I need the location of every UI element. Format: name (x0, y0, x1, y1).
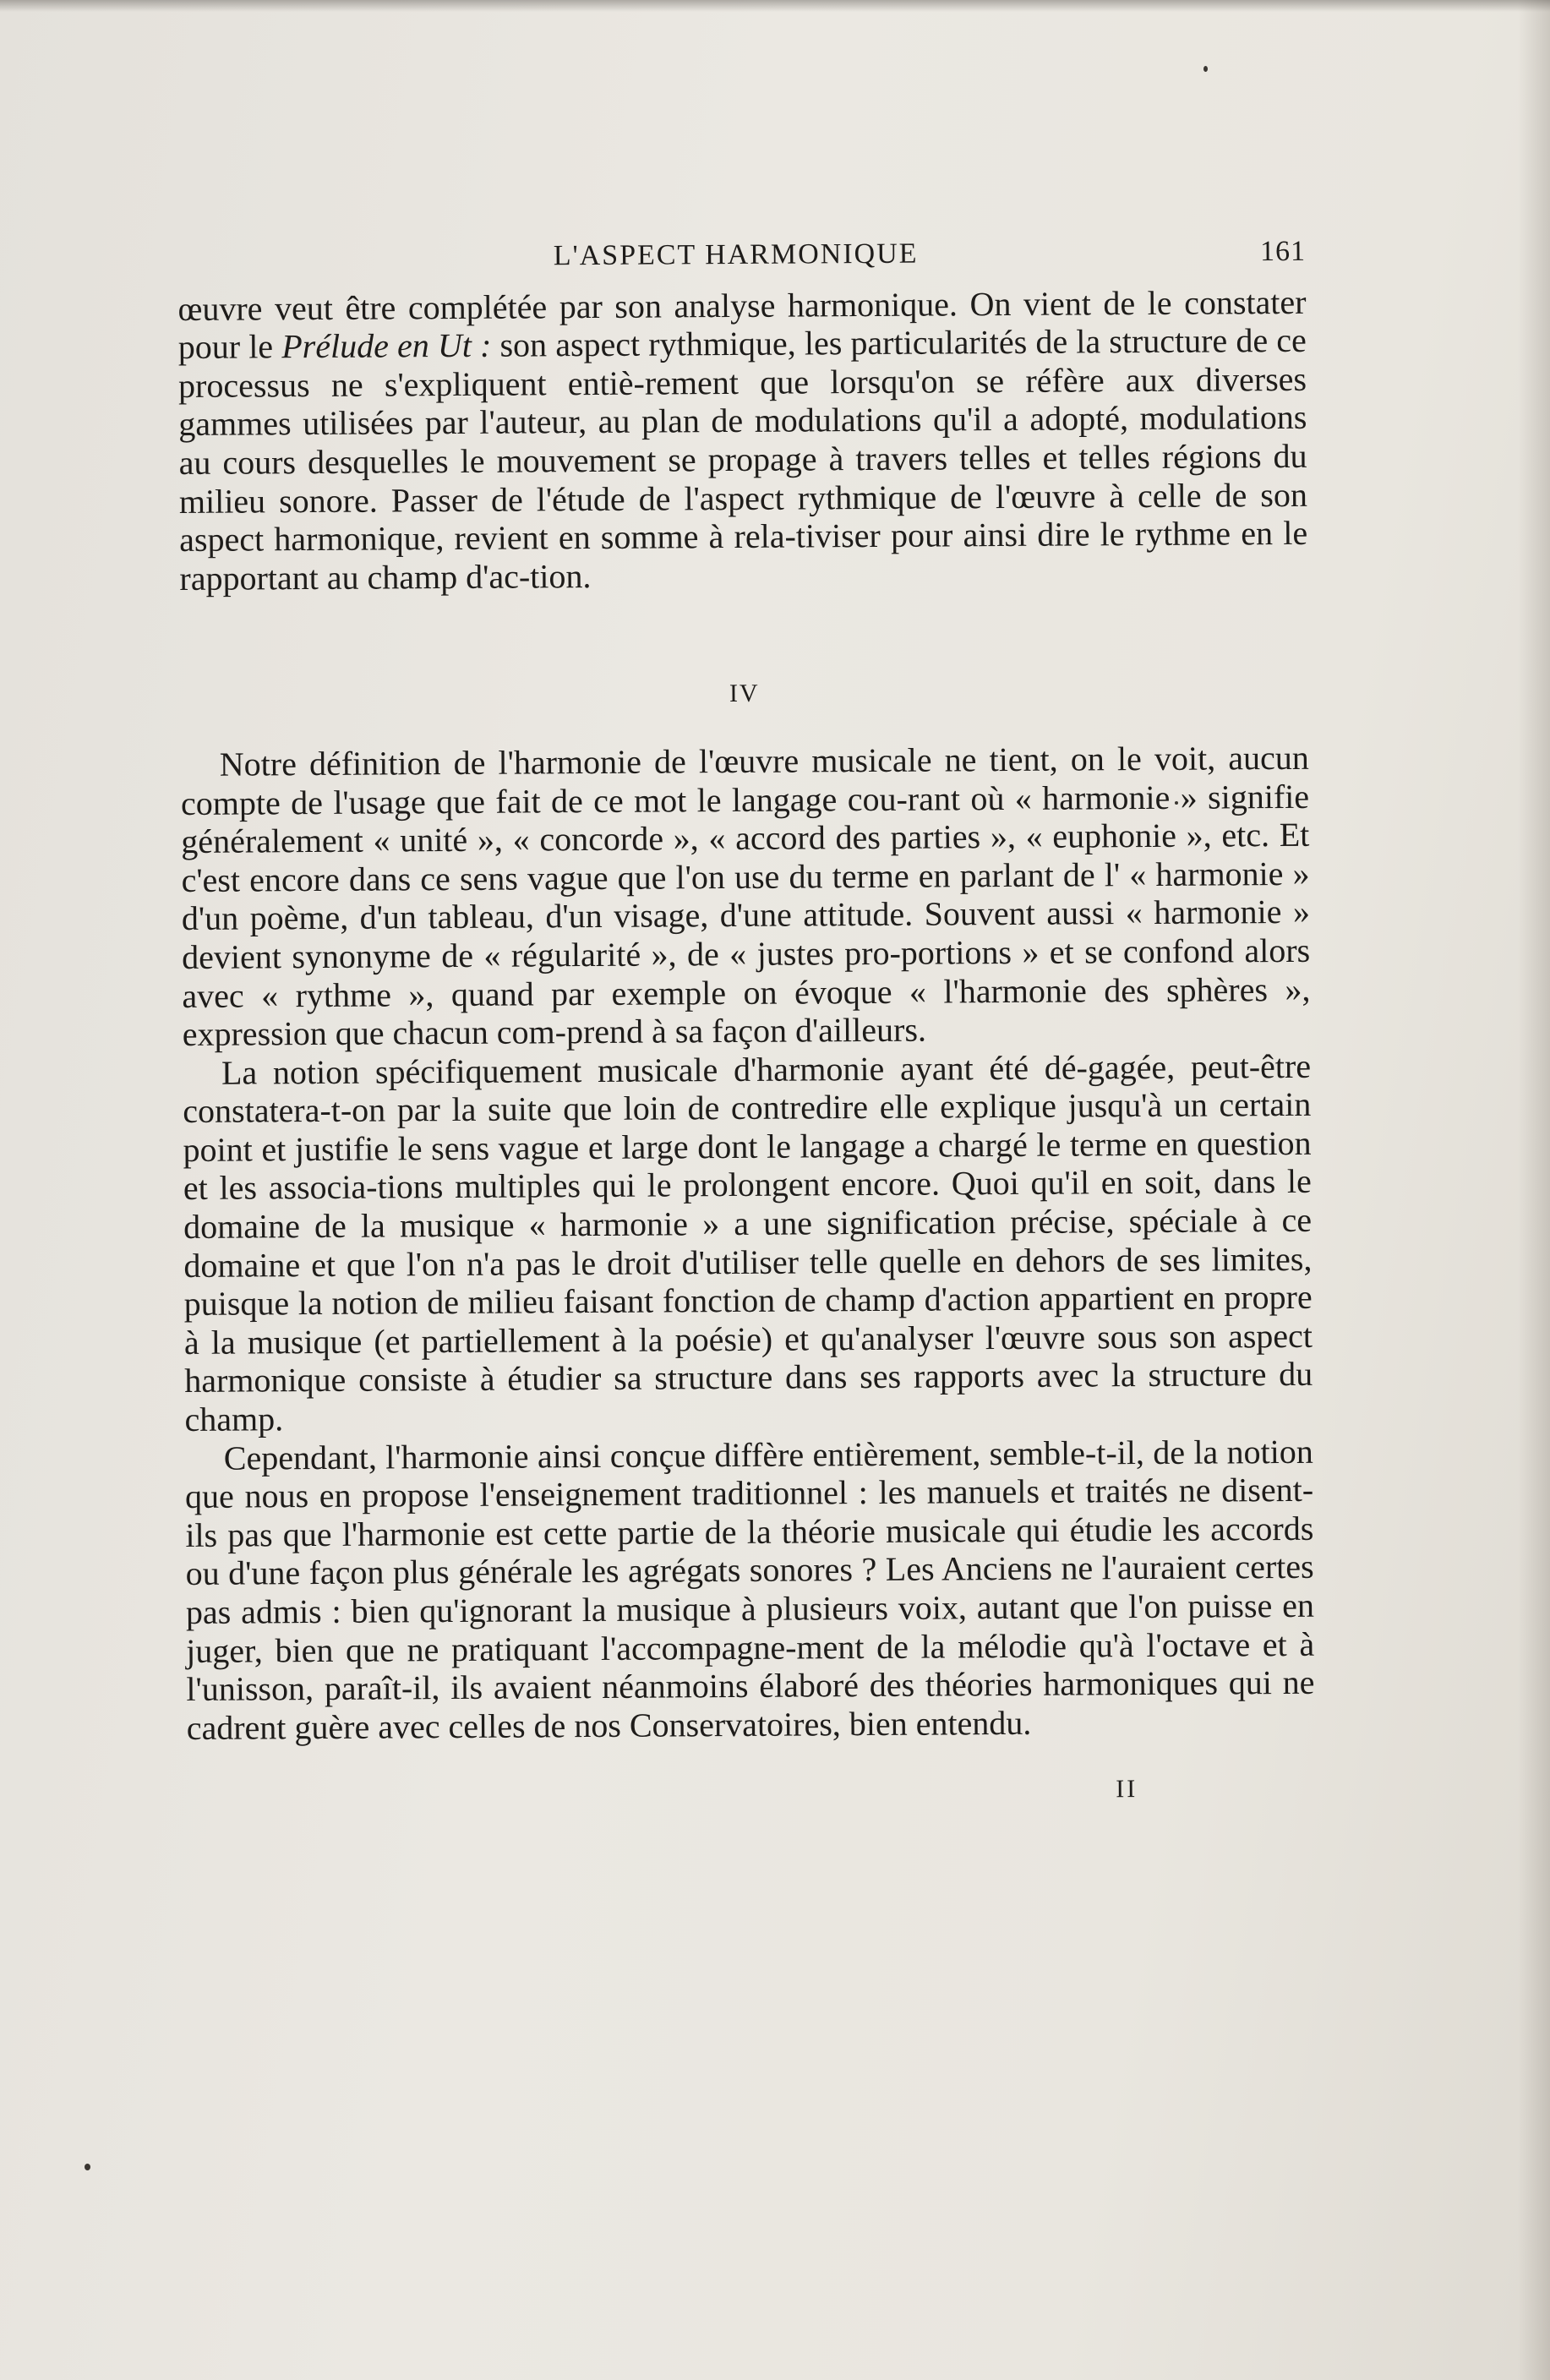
page-right-shadow (1518, 0, 1550, 2380)
paragraph-1 (177, 282, 1307, 598)
paragraph-1-end: son aspect rythmique, les particularités de la structure de ce processus ne s'expliquent entiè-rement que lorsqu'on se réfère aux diverses gammes utilisées par l'auteur, au plan de modulations qu'il a adopté, modulations au cours desquelles le mouvement se propage à travers telles et telles régions du milieu sonore. Passer de l'étude de l'aspect rythmique de l'œuvre à celle de son aspect harmonique, revient en somme à rela-tiviser pour ainsi dire le rythme en le rapportant au champ d'ac-tion. (177, 321, 1308, 598)
work-title: Prélude en Ut : (281, 325, 492, 366)
page-top-shadow (0, 0, 1550, 12)
running-head (177, 232, 1306, 278)
running-head-title: L'ASPECT HARMONIQUE (553, 237, 919, 272)
paragraph-1-start: œuvre veut être complétée par son analyse harmonique. On vient de le constater pour le (177, 282, 1307, 367)
page-number: 161 (1260, 235, 1307, 268)
paragraph-2: Notre définition de l'harmonie de l'œuvre musicale ne tient, on le voit, aucun compte de l'usage que fait de ce mot le langage cou-rant où « harmonie » signifie généralement « unité », « concorde », « accord des parties », « euphonie », etc. Et c'est encore dans ce sens vague que l'on use du terme en parlant de l' « harmonie » d'un poème, d'un tableau, d'un visage, d'une attitude. Souvent aussi « harmonie » devient synonyme de « régularité », de « justes pro-portions » et se confond alors avec « rythme », quand par exemple on évoque « l'harmonie des sphères », expression que chacun com-prend à sa façon d'ailleurs. (180, 738, 1311, 1054)
paragraph-3: La notion spécifiquement musicale d'harmonie ayant été dé-gagée, peut-être constatera-t-on par la suite que loin de contredire elle explique jusqu'à un certain point et justifie le sens vague et large dont le langage a chargé le terme en question et les associa-tions multiples qui le prolongent encore. Quoi qu'il en soit, dans le domaine de la musique « harmonie » a une signification précise, spéciale à ce domaine et que l'on n'a pas le droit d'utiliser telle quelle en dehors de ses limites, puisque la notion de milieu faisant fonction de champ d'action appartient en propre à la musique (et partiellement à la poésie) et qu'analyser l'œuvre sous son aspect harmonique consiste à étudier sa structure dans ses rapports avec la structure du champ. (183, 1046, 1313, 1439)
paragraph-4: Cependant, l'harmonie ainsi conçue diffère entièrement, semble-t-il, de la notion que nous en propose l'enseignement traditionnel : les manuels et traités ne disent-ils pas que l'harmonie est cette partie de la théorie musicale qui étudie les accords ou d'une façon plus générale les agrégats sonores ? Les Anciens ne l'auraient certes pas admis : bien qu'ignorant la musique à plusieurs voix, autant que l'on puisse en juger, bien que ne pratiquant l'accompagne-ment de la mélodie qu'à l'octave et à l'unisson, paraît-il, ils avaient néanmoins élaboré des théories harmoniques qui ne cadrent guère avec celles de nos Conservatoires, bien entendu. (184, 1432, 1315, 1747)
paper-speck (85, 2164, 90, 2170)
section-number: IV (729, 680, 760, 708)
paper-speck (1203, 66, 1208, 72)
signature-mark: II (1116, 1775, 1138, 1804)
page-text (177, 232, 1315, 1815)
